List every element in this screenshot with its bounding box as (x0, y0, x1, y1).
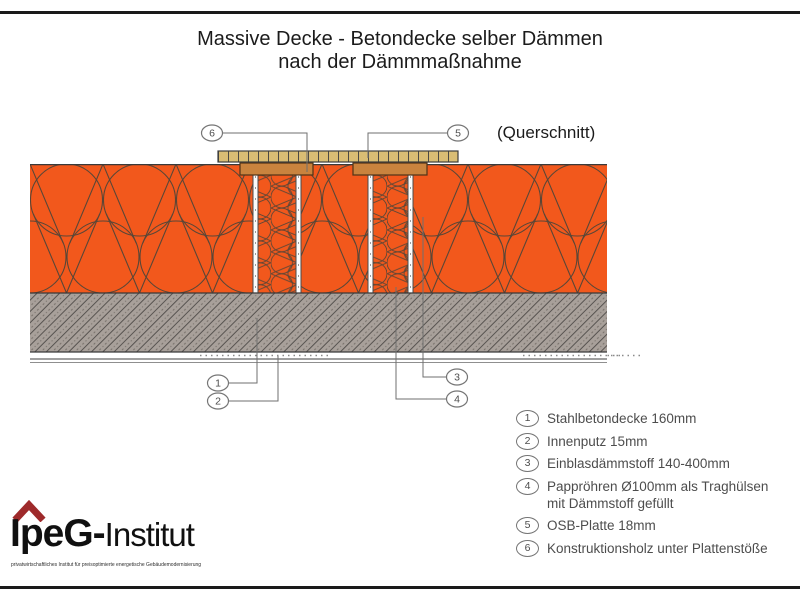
legend-label-4-line2: mit Dämmstoff gefüllt (547, 495, 674, 511)
logo-text-bold: IpeG- (10, 512, 105, 555)
callout-2-number: 2 (215, 395, 221, 408)
legend-number-4: 4 (516, 478, 539, 495)
cardboard-tube-column-right (368, 174, 413, 293)
logo-text (10, 512, 194, 556)
legend-label-3: Einblasdämmstoff 140-400mm (547, 456, 730, 471)
legend-item-5 (516, 517, 768, 534)
blown-insulation-layer (30, 164, 607, 293)
callout-1 (208, 375, 229, 391)
callout-4 (447, 391, 468, 407)
callout-1-number: 1 (215, 377, 221, 390)
legend-number-2: 2 (516, 433, 539, 450)
timber-block-left (240, 163, 313, 175)
legend-number-3: 3 (516, 455, 539, 472)
legend-label-1: Stahlbetondecke 160mm (547, 411, 697, 426)
legend-label-6: Konstruktionsholz unter Plattenstöße (547, 540, 768, 556)
callout-5-number: 5 (455, 127, 461, 140)
callout-6 (202, 125, 223, 141)
cardboard-tube-column-left (253, 174, 301, 293)
legend (516, 410, 768, 562)
view-label: (Querschnitt) (497, 123, 596, 142)
legend-label-4 (547, 478, 768, 512)
legend-number-6: 6 (516, 540, 539, 557)
title-line1: Massive Decke - Betondecke selber Dämmen (197, 28, 603, 50)
plaster-layer (30, 356, 640, 363)
callout-4-number: 4 (454, 393, 460, 406)
callout-5 (448, 125, 469, 141)
concrete-slab-layer (30, 293, 607, 352)
legend-item-4 (516, 478, 768, 512)
callout-2 (208, 393, 229, 409)
timber-block-right (353, 163, 427, 175)
title-line2: nach der Dämmmaßnahme (278, 51, 522, 73)
legend-item-2 (516, 433, 768, 450)
bottom-rule (0, 586, 800, 589)
legend-number-5: 5 (516, 517, 539, 534)
legend-label-4-line1: Pappröhren Ø100mm als Traghülsen (547, 478, 769, 494)
logo-tagline: privatwirtschaftliches Institut für preisoptimierte energetische Gebäudemodernisierung (11, 562, 202, 568)
legend-label-2: Innenputz 15mm (547, 433, 648, 449)
logo-text-regular: Institut (104, 516, 194, 553)
osb-board (218, 151, 458, 162)
callout-3-number: 3 (454, 371, 460, 384)
legend-item-1 (516, 410, 768, 427)
callout-3 (447, 369, 468, 385)
legend-number-1: 1 (516, 410, 539, 427)
legend-item-3 (516, 455, 768, 472)
legend-item-6 (516, 540, 768, 557)
callout-6-number: 6 (209, 127, 215, 140)
legend-label-5: OSB-Platte 18mm (547, 518, 656, 533)
